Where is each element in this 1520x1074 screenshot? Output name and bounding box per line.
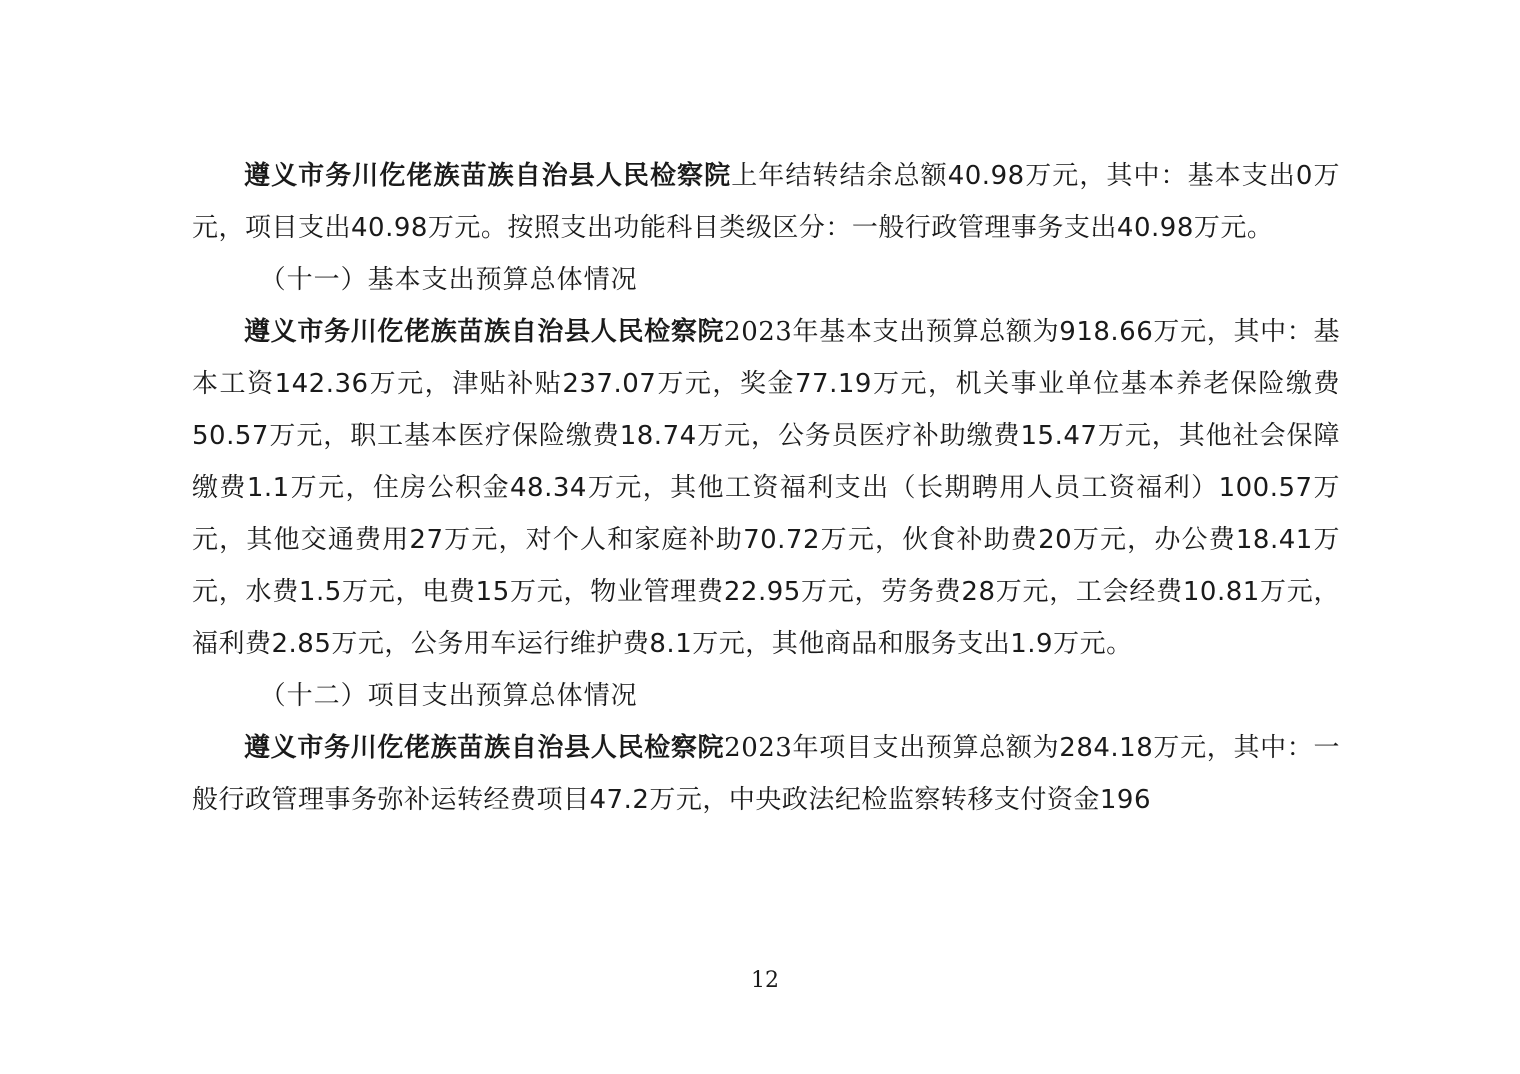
- paragraph-carryover: [192, 150, 1340, 254]
- org-name: 遵义市务川仡佬族苗族自治县人民检察院: [244, 733, 725, 763]
- paragraph-basic-expenditure: [192, 306, 1340, 670]
- paragraph-text: 年基本支出预算总额为918.66万元，其中：基本工资142.36万元，津贴补贴237.07万元，奖金77.19万元，机关事业单位基本养老保险缴费50.57万元，职工基本医疗保险缴费18.74万元，公务员医疗补助缴费15.47万元，其他社会保障缴费1.1万元，住房公积金48.34万元，其他工资福利支出（长期聘用人员工资福利）100.57万元，其他交通费用27万元，对个人和家庭补助70.72万元，伙食补助费20万元，办公费18.41万元，水费1.5万元，电费15万元，物业管理费22.95万元，劳务费28万元，工会经费10.81万元，福利费2.85万元，公务用车运行维护费8.1万元，其他商品和服务支出1.9万元。: [192, 317, 1340, 659]
- year-text: 2023: [724, 317, 793, 347]
- paragraph-text: 年项目支出预算总额为284.18万元，其中：一般行政管理事务弥补运转经费项目47.2万元，中央政法纪检监察转移支付资金196: [192, 733, 1340, 815]
- paragraph-text: 上年结转结余总额40.98万元，其中：基本支出0万元，项目支出40.98万元。按照支出功能科目类级区分：一般行政管理事务支出40.98万元。: [192, 161, 1340, 243]
- paragraph-project-expenditure: [192, 722, 1340, 826]
- year-text: 2023: [724, 733, 793, 763]
- page-number: 12: [751, 968, 779, 993]
- org-name: 遵义市务川仡佬族苗族自治县人民检察院: [244, 161, 732, 191]
- org-name: 遵义市务川仡佬族苗族自治县人民检察院: [244, 317, 725, 347]
- document-body: [192, 150, 1340, 826]
- section-heading-project-expenditure: （十二）项目支出预算总体情况: [259, 681, 638, 711]
- section-heading-basic-expenditure: （十一）基本支出预算总体情况: [259, 265, 638, 295]
